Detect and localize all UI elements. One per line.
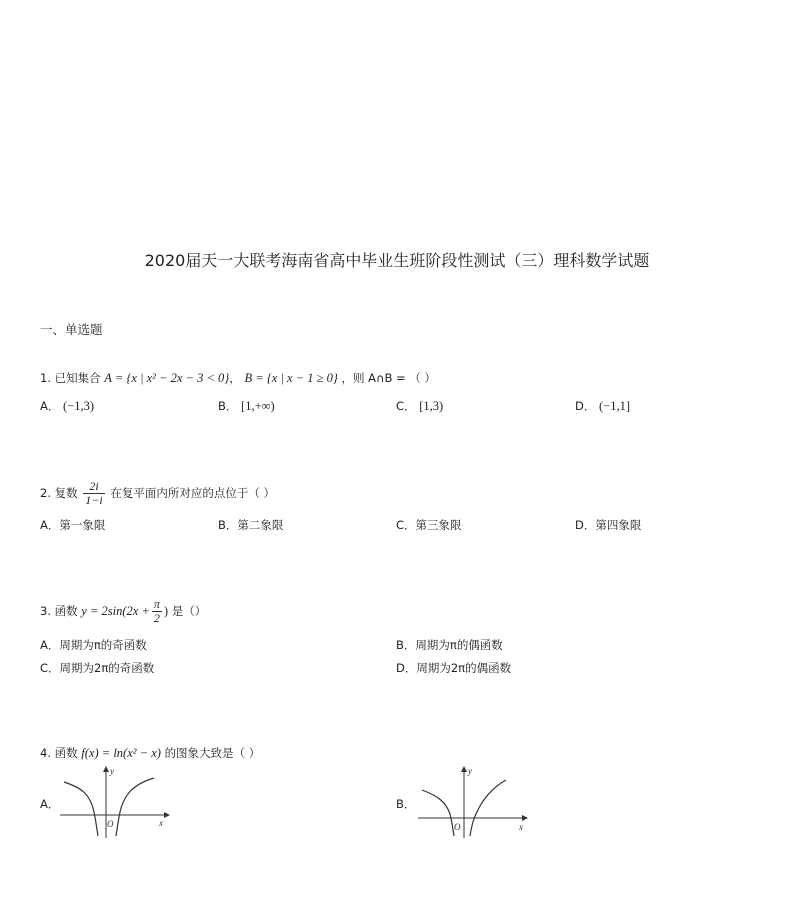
- question-3-expr-left: y = 2sin(2x +: [81, 604, 150, 619]
- x-axis-arrow: [522, 815, 528, 821]
- question-3-expr-right: ): [163, 604, 169, 619]
- q1-option-b: [218, 398, 275, 414]
- q2-option-c: C．第三象限: [396, 518, 462, 532]
- q1-option-a-letter: A．: [40, 399, 60, 413]
- q4-option-b-graph: [414, 764, 530, 840]
- question-2-suffix: 在复平面内所对应的点位于（ ）: [110, 486, 276, 501]
- q2-option-d: D．第四象限: [575, 518, 642, 532]
- page-title: 2020届天一大联考海南省高中毕业生班阶段性测试（三）理科数学试题: [144, 251, 650, 270]
- question-4: [40, 745, 260, 761]
- right-branch-curve: [116, 778, 154, 836]
- q1-option-c-letter: C．: [396, 399, 416, 413]
- origin-label: O: [107, 819, 114, 829]
- q1-option-d: [575, 398, 630, 414]
- q2-option-a: A．第一象限: [40, 518, 106, 532]
- question-4-expr: f(x) = ln(x² − x): [81, 746, 161, 760]
- q4-option-a-graph: [58, 764, 170, 840]
- question-4-prefix: 4. 函数: [40, 746, 78, 760]
- y-axis-arrow: [103, 766, 109, 772]
- q1-option-a-value: (−1,3): [63, 399, 95, 413]
- fraction-denominator: 2: [153, 611, 160, 626]
- q1-option-c-value: [1,3): [419, 399, 444, 413]
- question-2-prefix: 2. 复数: [40, 486, 78, 501]
- question-1: [40, 370, 436, 386]
- q3-option-b: B．周期为π的偶函数: [396, 638, 503, 652]
- q1-option-b-value: [1,+∞): [241, 399, 275, 413]
- fraction-denominator: 1−i: [85, 493, 103, 508]
- section-heading: 一、单选题: [40, 322, 103, 337]
- question-1-set-a: A = {x | x² − 2x − 3 < 0}: [104, 371, 230, 385]
- question-4-suffix: 的图象大致是（ ）: [164, 746, 261, 760]
- y-axis-label: y: [110, 766, 114, 776]
- right-branch-curve: [470, 780, 506, 836]
- question-3-prefix: 3. 函数: [40, 604, 78, 619]
- q3-option-c: C．周期为2π的奇函数: [40, 661, 155, 675]
- q1-option-d-value: (−1,1]: [599, 399, 631, 413]
- x-axis-arrow: [164, 812, 170, 818]
- fraction-numerator: 2i: [83, 480, 104, 494]
- question-1-ask: ，则 A∩B = （ ）: [341, 371, 436, 385]
- q4-option-a-letter: A．: [40, 797, 60, 811]
- y-axis-arrow: [461, 766, 467, 772]
- question-2: [40, 480, 275, 507]
- question-3-fraction: [152, 598, 162, 625]
- q2-option-b: B．第二象限: [218, 518, 284, 532]
- q4-option-b-letter: B．: [396, 797, 416, 811]
- q1-option-c: [396, 398, 443, 414]
- y-axis-label: y: [468, 766, 472, 776]
- x-axis-label: x: [159, 818, 163, 828]
- x-axis-label: x: [519, 822, 523, 832]
- question-1-set-b: B = {x | x − 1 ≥ 0}: [244, 371, 338, 385]
- fraction-numerator: π: [153, 597, 160, 611]
- question-2-fraction: [83, 480, 104, 507]
- question-3: [40, 598, 206, 625]
- q3-option-a: A．周期为π的奇函数: [40, 638, 147, 652]
- origin-label: O: [454, 822, 461, 832]
- q1-option-b-letter: B．: [218, 399, 238, 413]
- question-3-suffix: 是（）: [171, 604, 207, 619]
- question-1-separator: ，: [229, 371, 241, 385]
- left-branch-curve: [422, 790, 454, 836]
- q1-option-a: [40, 398, 94, 414]
- left-branch-curve: [64, 782, 98, 836]
- q1-option-d-letter: D．: [575, 399, 596, 413]
- q3-option-d: D．周期为2π的偶函数: [396, 661, 512, 675]
- question-1-prefix: 1. 已知集合: [40, 371, 101, 385]
